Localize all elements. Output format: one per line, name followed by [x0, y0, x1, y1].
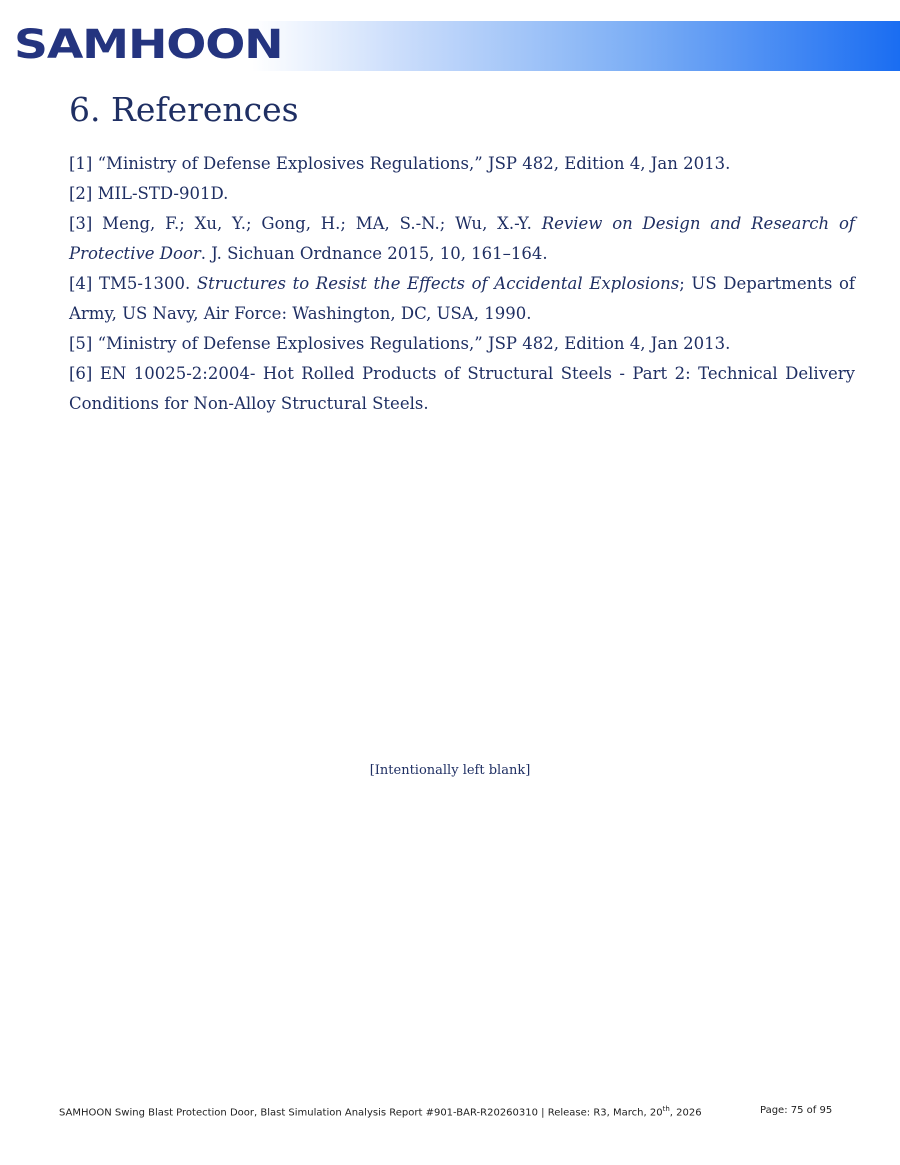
reference-item: [6] EN 10025-2:2004- Hot Rolled Products of Structural Steels - Part 2: Technical Delivery Conditions for Non-Alloy Structural Steels.: [69, 364, 855, 413]
reference-item: [4] TM5-1300. Structures to Resist the Effects of Accidental Explosions; US Departments of Army, US Navy, Air Force: Washington, DC, USA, 1990.: [69, 274, 856, 323]
reference-item: [1] “Ministry of Defense Explosives Regulations,” JSP 482, Edition 4, Jan 2013.: [69, 154, 731, 173]
reference-item: [2] MIL-STD-901D.: [69, 184, 229, 203]
reference-item: [3] Meng, F.; Xu, Y.; Gong, H.; MA, S.-N.; Wu, X.-Y. Review on Design and Research of Protective Door. J. Sichuan Ordnance 2015, 10, 161–164.: [69, 214, 855, 263]
blank-page-note: [Intentionally left blank]: [369, 763, 531, 778]
section-heading: 6. References: [69, 90, 299, 129]
reference-list: [69, 149, 855, 419]
footer-page-number: Page: 75 of 95: [760, 1105, 833, 1116]
reference-title: Structures to Resist the Effects of Accidental Explosions: [196, 274, 680, 293]
footer-report-info: SAMHOON Swing Blast Protection Door, Blast Simulation Analysis Report #901-BAR-R20260310 | Release: R3, March, 20th, 2026: [59, 1105, 702, 1119]
reference-title: Review on Design and Research of Protective Door: [69, 214, 855, 263]
company-logo: SAMHOON: [14, 22, 283, 68]
reference-item: [5] “Ministry of Defense Explosives Regulations,” JSP 482, Edition 4, Jan 2013.: [69, 334, 731, 353]
